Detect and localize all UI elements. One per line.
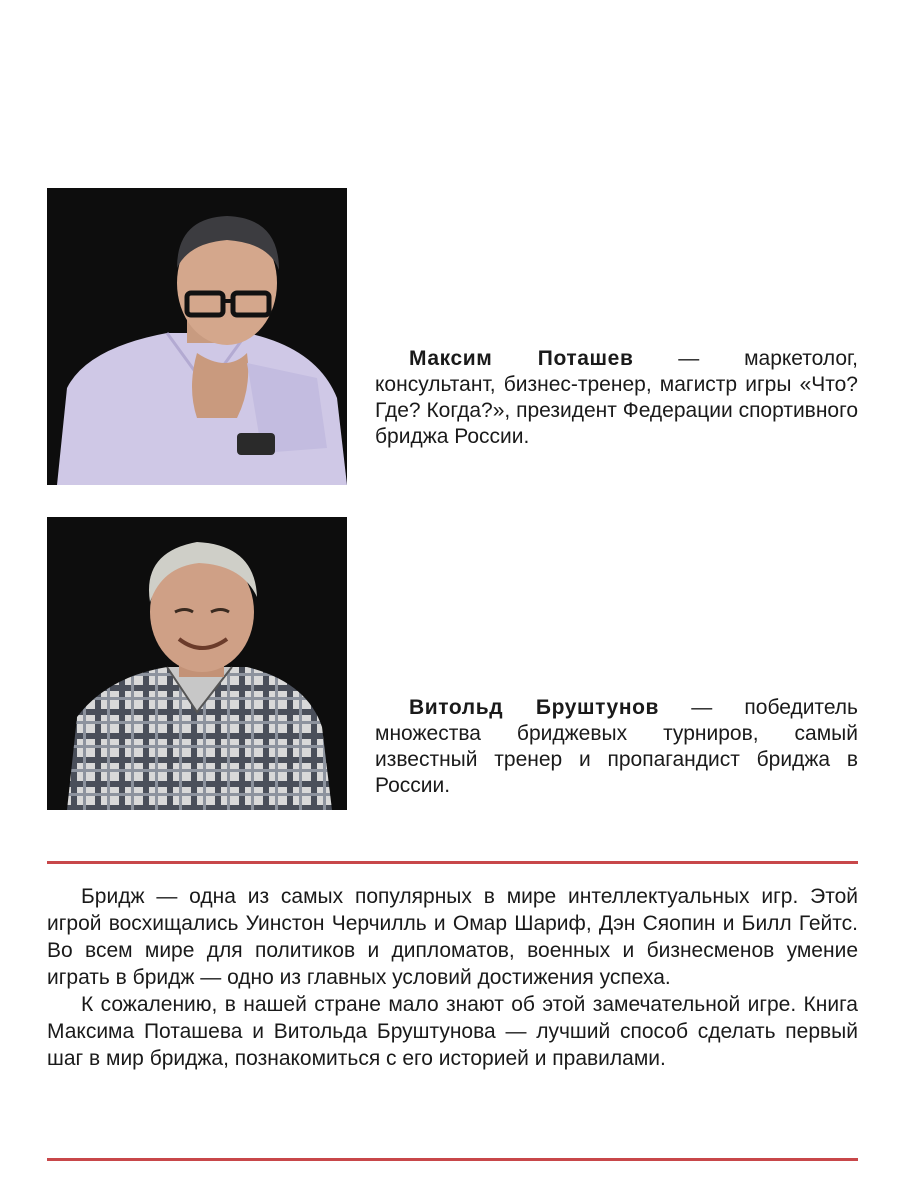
divider-bottom	[47, 1158, 858, 1161]
author-photo-potashev	[47, 188, 347, 485]
author-name: Максим Поташев	[409, 347, 634, 370]
book-description	[47, 883, 858, 1072]
author-description: — маркетолог, консультант, бизнес-тренер, магистр игры «Что? Где? Когда?», президент Федерации спортивного бриджа России.	[375, 347, 858, 448]
author-name: Витольд Бруштунов	[409, 696, 660, 719]
author-bio-potashev	[375, 346, 858, 450]
description-paragraph: К сожалению, в нашей стране мало знают об этой замечательной игре. Книга Максима Поташева и Витольда Бруштунова — лучший способ сделать первый шаг в мир бриджа, познакомиться с его историей и правилами.	[47, 993, 858, 1070]
divider-top	[47, 861, 858, 864]
description-paragraph: Бридж — одна из самых популярных в мире интеллектуальных игр. Этой игрой восхищались Уинстон Черчилль и Омар Шариф, Дэн Сяопин и Билл Гейтс. Во всем мире для политиков и дипломатов, военных и бизнесменов умение играть в бридж — одно из главных условий достижения успеха.	[47, 885, 858, 989]
author-description: — победитель множества бриджевых турниров, самый известный тренер и пропагандист бриджа в России.	[375, 696, 858, 797]
author-bio-brushtunov	[375, 695, 858, 799]
author-photo-brushtunov	[47, 517, 347, 810]
